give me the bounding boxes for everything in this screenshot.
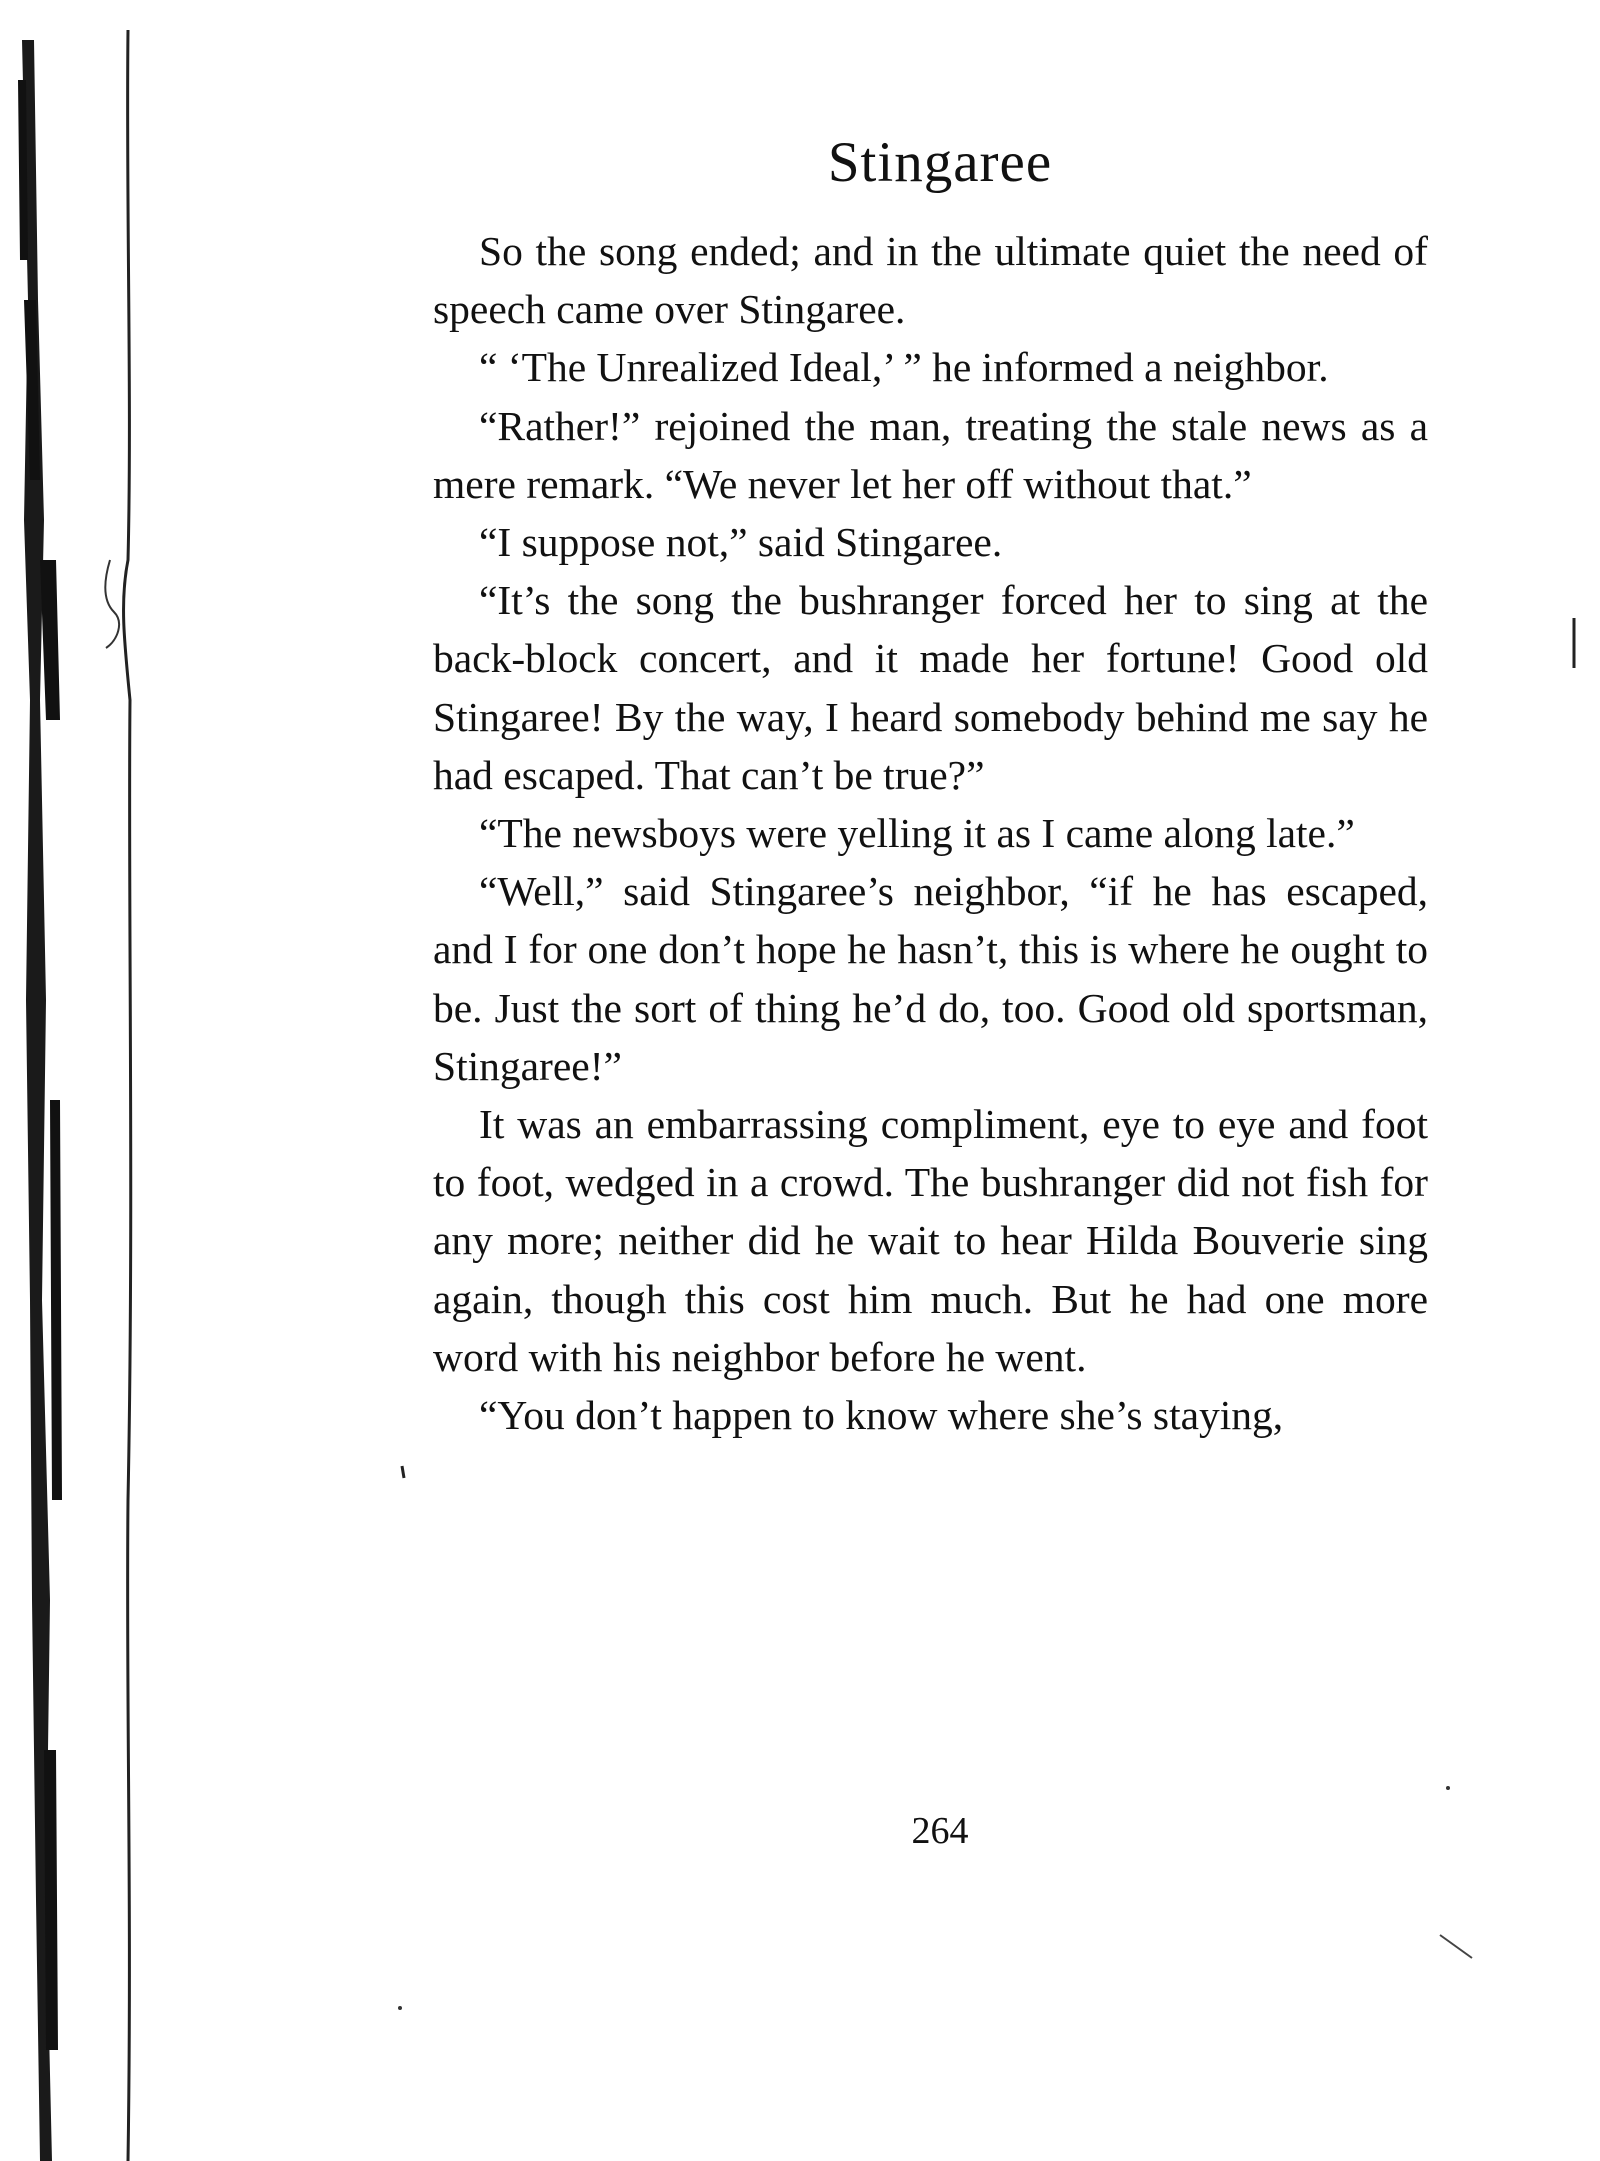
paragraph: “ ‘The Unrealized Ideal,’ ” he informed a neighbor. <box>479 344 1329 391</box>
page-number: 264 <box>911 1810 969 1852</box>
paragraph: “It’s the song the bushranger forced her to sing at the back-block concert, and it made her fortune! Good old Stingaree! By the way, I heard somebody behind me say he had escaped. That can’t be true?” <box>433 577 1428 798</box>
page-edge-curl <box>105 560 119 648</box>
paragraph: “Rather!” rejoined the man, treating the stale news as a mere remark. “We never let her off without that.” <box>433 402 1428 507</box>
stray-tick-left <box>402 1466 404 1478</box>
stray-mark-bottom-right <box>1440 1935 1472 1958</box>
paragraph: “The newsboys were yelling it as I came along late.” <box>479 810 1355 857</box>
paragraph: “I suppose not,” said Stingaree. <box>479 519 1003 566</box>
stray-dot <box>1446 1786 1450 1790</box>
running-head: Stingaree <box>827 131 1053 194</box>
paragraph: It was an embarrassing compliment, eye to eye and foot to foot, wedged in a crowd. The bushranger did not fish for any more; neither did he wait to hear Hilda Bouverie sing again, though this cost him much. But he had one more word with his neighbor before he went. <box>433 1101 1428 1380</box>
paragraph: So the song ended; and in the ultimate quiet the need of speech came over Stingaree. <box>433 228 1428 333</box>
stray-dot-2 <box>398 2006 402 2010</box>
paragraph: “Well,” said Stingaree’s neighbor, “if he has escaped, and I for one don’t hope he hasn’t, this is where he ought to be. Just the sort of thing he’d do, too. Good old sportsman, Stingaree!” <box>433 868 1428 1089</box>
paragraph: “You don’t happen to know where she’s staying, <box>479 1392 1284 1439</box>
body-text <box>433 222 1428 1444</box>
